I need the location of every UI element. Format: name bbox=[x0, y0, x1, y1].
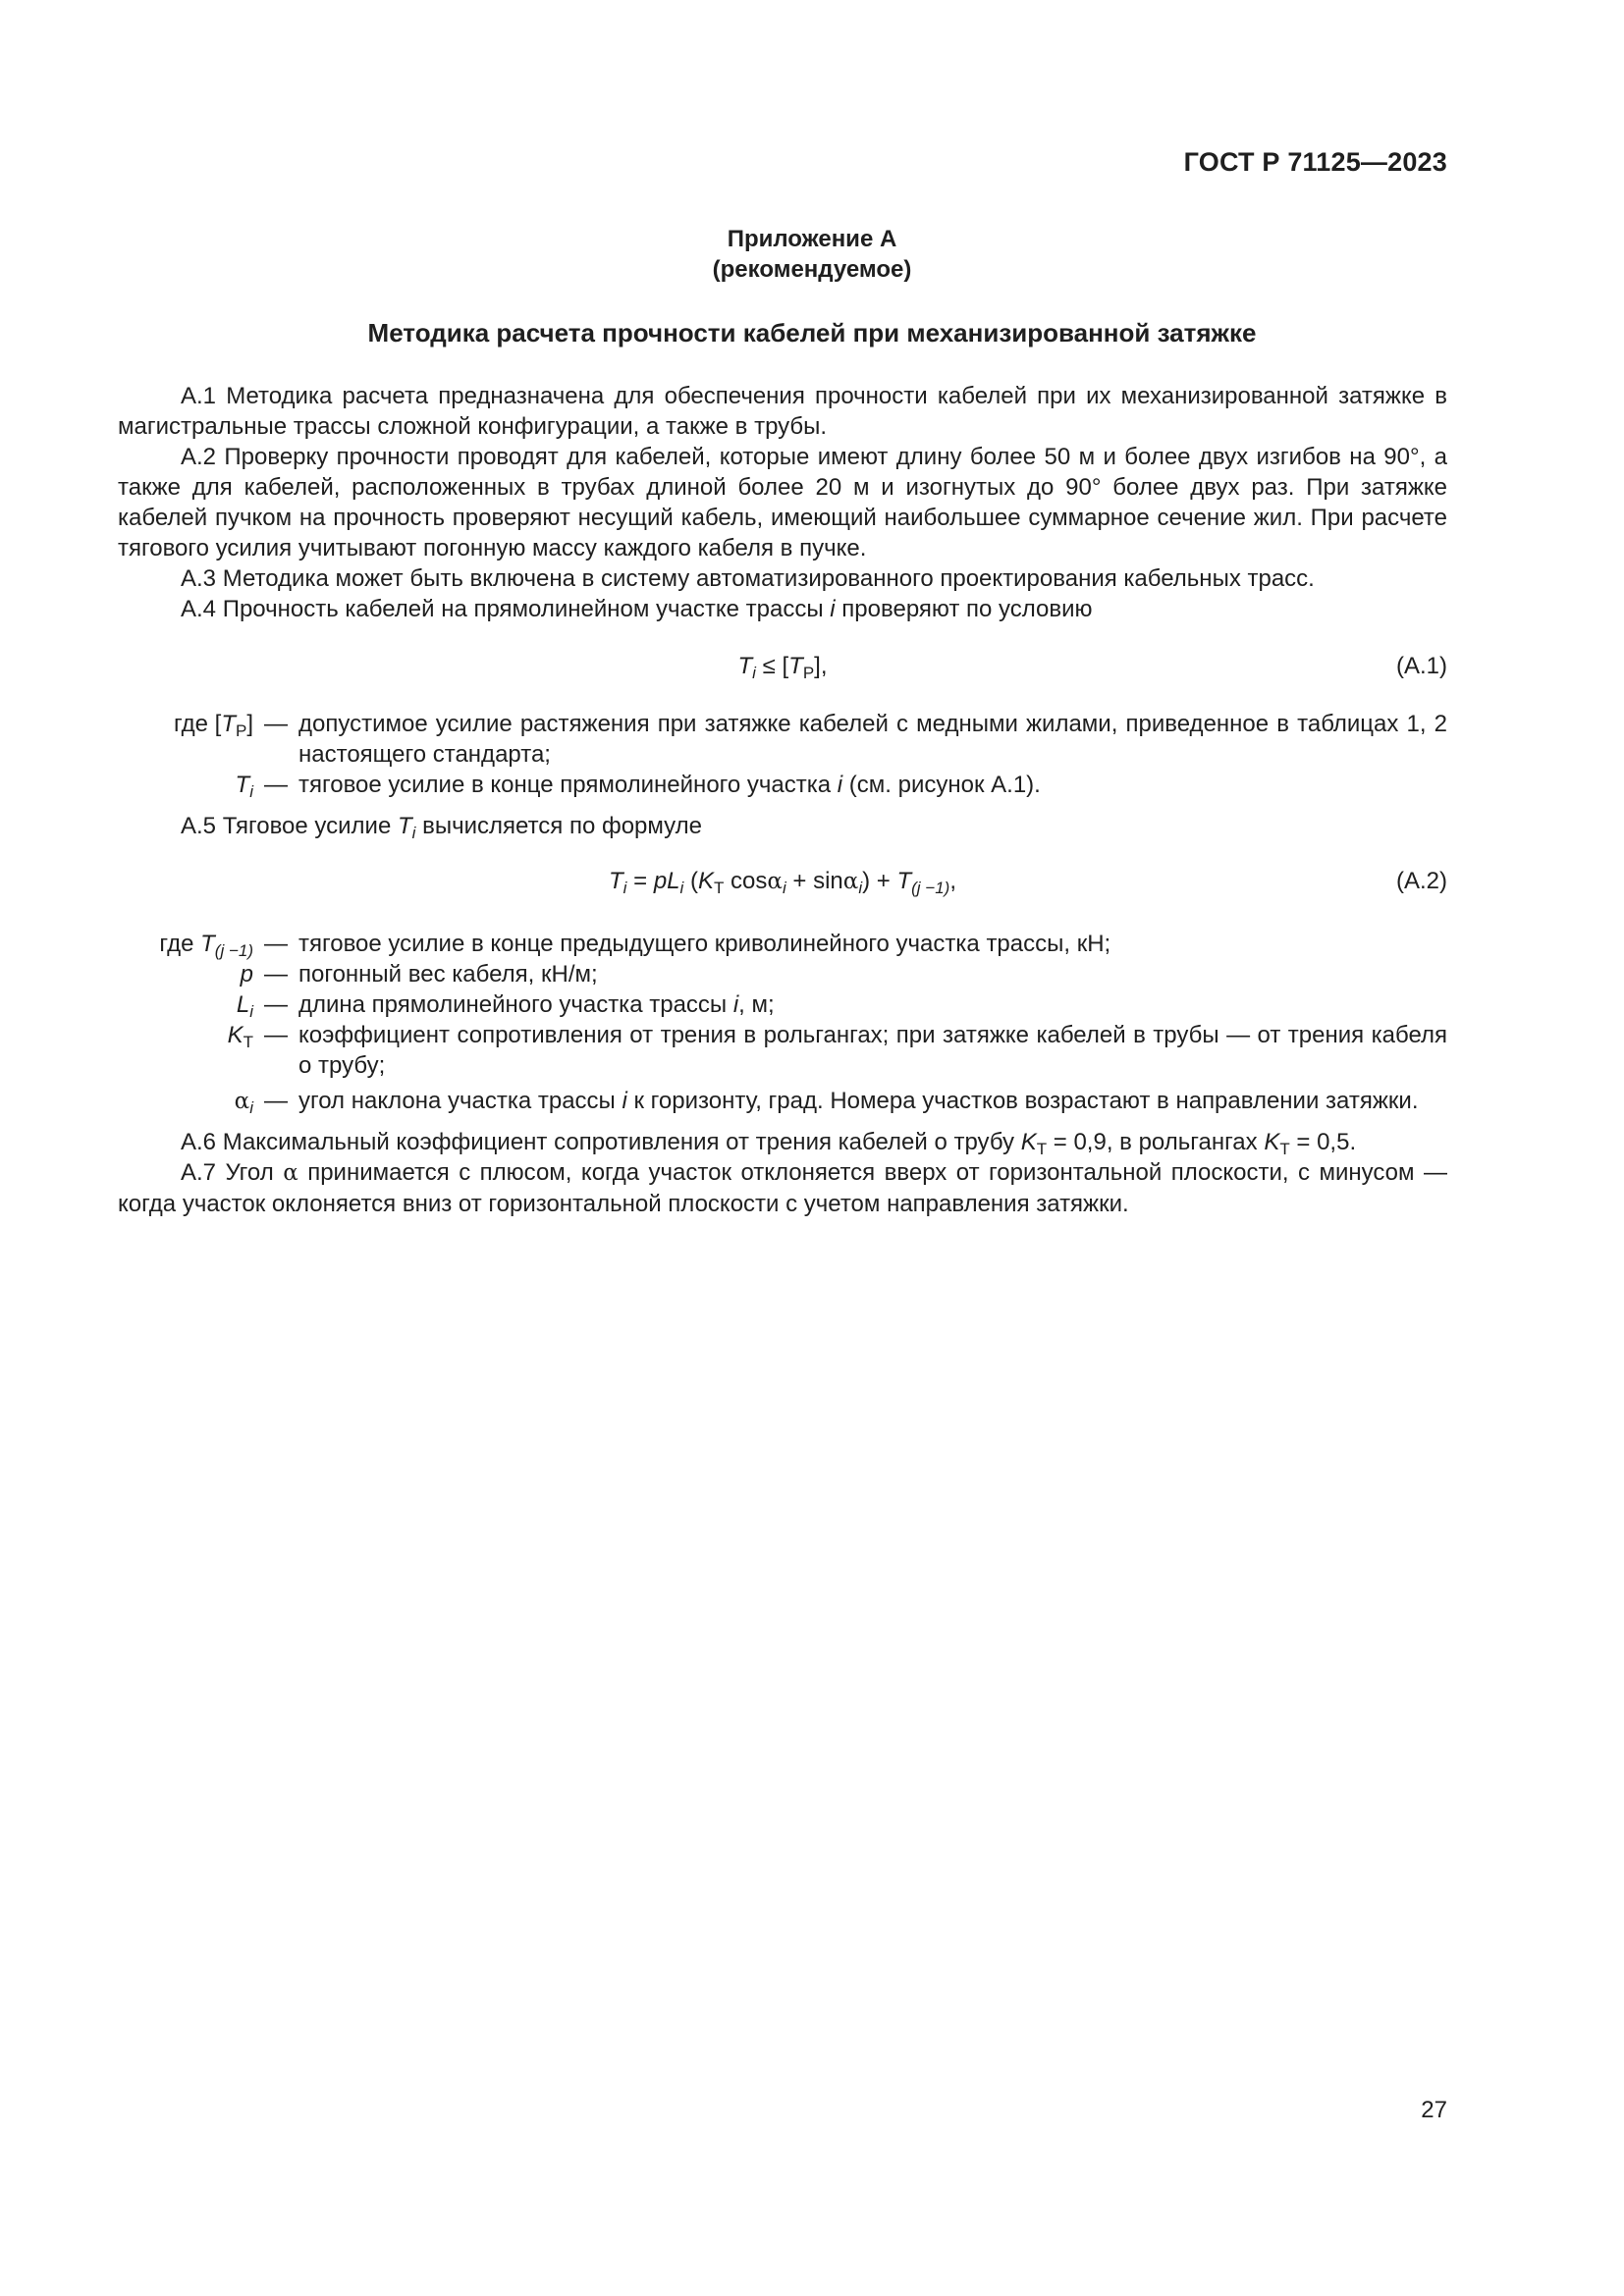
definition-symbol: p bbox=[240, 961, 253, 988]
definition-symbol: $\alpha_i$ bbox=[234, 1089, 253, 1117]
definition-symbol: $L_i$ bbox=[236, 991, 253, 1021]
formula-a1 bbox=[118, 651, 1447, 681]
definition-text: допустимое усилие растяжения при затяжке кабелей с медными жилами, приведенное в таблицах 1, 2 настоящего стандарта; bbox=[298, 711, 1447, 768]
page-number: 27 bbox=[1421, 2097, 1447, 2123]
definition-alpha: $\alpha_i$ — угол наклона участка трассы i к горизонту, град. Номера участков возрастают в направлении затяжки. bbox=[118, 1086, 1447, 1117]
definition-text: длина прямолинейного участка трассы i, м; bbox=[298, 991, 775, 1018]
appendix-title: Методика расчета прочности кабелей при механизированной затяжке bbox=[367, 318, 1257, 347]
definition-symbol: где $[T_Р]$ bbox=[173, 711, 253, 740]
formula-a1-expression: $T_i \le [T_Р]$, bbox=[737, 653, 828, 682]
definition-symbol: где $T_{(j -1)}$ bbox=[159, 931, 253, 960]
definition-ti: $T_i$ — тяговое усилие в конце прямолинейного участка i (см. рисунок А.1). bbox=[118, 770, 1447, 800]
paragraph-a4: А.4 Прочность кабелей на прямолинейном участке трассы i проверяют по условию bbox=[181, 596, 1093, 622]
appendix-heading bbox=[0, 224, 1624, 285]
appendix-body bbox=[118, 381, 1447, 1219]
definition-li: $L_i$ — длина прямолинейного участка трассы i, м; bbox=[118, 989, 1447, 1020]
formula-a2-number: (А.2) bbox=[1395, 868, 1447, 894]
paragraph-a2: А.2 Проверку прочности проводят для кабелей, которые имеют длину более 50 м и более двух изгибов на 90°, а также для кабелей, расположенных в трубах длиной более 20 м и изогнутых до 90° более двух раз. При затяжке кабелей пучком на прочность проверяют несущий кабель, имеющий наибольшее суммарное сечение жил. При расчете тягового усилия учитывают погонную массу каждого кабеля в пучке. bbox=[118, 444, 1447, 561]
definition-text: погонный вес кабеля, кН/м; bbox=[298, 961, 598, 988]
formula-a2 bbox=[118, 866, 1447, 896]
formula-a2-expression: $T_i = pL_i$ ($K_Т$ $\cos\alpha_i + \sin\alpha_i) + T_{(j -1)}$, bbox=[609, 868, 956, 897]
formula-a1-number: (А.1) bbox=[1395, 653, 1447, 679]
definition-tp: где $[T_Р]$ — допустимое усилие растяжения при затяжке кабелей с медными жилами, приведенное в таблицах 1, 2 настоящего стандарта; bbox=[118, 709, 1447, 770]
definition-text: коэффициент сопротивления от трения в рольгангах; при затяжке кабелей в трубы — от трения кабеля о трубу; bbox=[298, 1022, 1447, 1079]
definition-kt: $K_Т$ — коэффициент сопротивления от трения в рольгангах; при затяжке кабелей в трубы — от трения кабеля о трубу; bbox=[118, 1020, 1447, 1081]
paragraph-a1: А.1 Методика расчета предназначена для обеспечения прочности кабелей при их механизированной затяжке в магистральные трассы сложной конфигурации, а также в трубы. bbox=[118, 383, 1447, 440]
definition-text: тяговое усилие в конце прямолинейного участка i (см. рисунок А.1). bbox=[298, 772, 1041, 798]
definitions-a1 bbox=[118, 709, 1447, 800]
definition-p: p — погонный вес кабеля, кН/м; bbox=[118, 959, 1447, 989]
paragraph-a7: А.7 Угол α принимается с плюсом, когда участок отклоняется вверх от горизонтальной плоскости, с минусом — когда участок оклоняется вниз от горизонтальной плоскости с учетом направления затяжки. bbox=[118, 1159, 1448, 1217]
definition-text: тяговое усилие в конце предыдущего криволинейного участка трассы, кН; bbox=[298, 931, 1111, 957]
appendix-status: (рекомендуемое) bbox=[712, 256, 912, 283]
definition-text: угол наклона участка трассы i к горизонту, град. Номера участков возрастают в направлении затяжки. bbox=[298, 1088, 1419, 1114]
definitions-a2 bbox=[118, 929, 1447, 1117]
document-code: ГОСТ Р 71125—2023 bbox=[1183, 147, 1447, 177]
appendix-label: Приложение А bbox=[727, 226, 897, 252]
definition-symbol: $T_i$ bbox=[235, 772, 253, 801]
paragraph-a3: А.3 Методика может быть включена в систему автоматизированного проектирования кабельных трасс. bbox=[181, 565, 1315, 592]
paragraph-a5: А.5 Тяговое усилие $T_i$ вычисляется по формуле bbox=[181, 813, 702, 842]
definition-tj1: где $T_{(j -1)}$ — тяговое усилие в конце предыдущего криволинейного участка трассы, кН; bbox=[118, 929, 1447, 959]
definition-symbol: $K_Т$ bbox=[227, 1022, 253, 1051]
paragraph-a6: А.6 Максимальный коэффициент сопротивления от трения кабелей о трубу $K_Т = 0,9$, в рольгангах $K_Т = 0,5$. bbox=[181, 1129, 1357, 1158]
